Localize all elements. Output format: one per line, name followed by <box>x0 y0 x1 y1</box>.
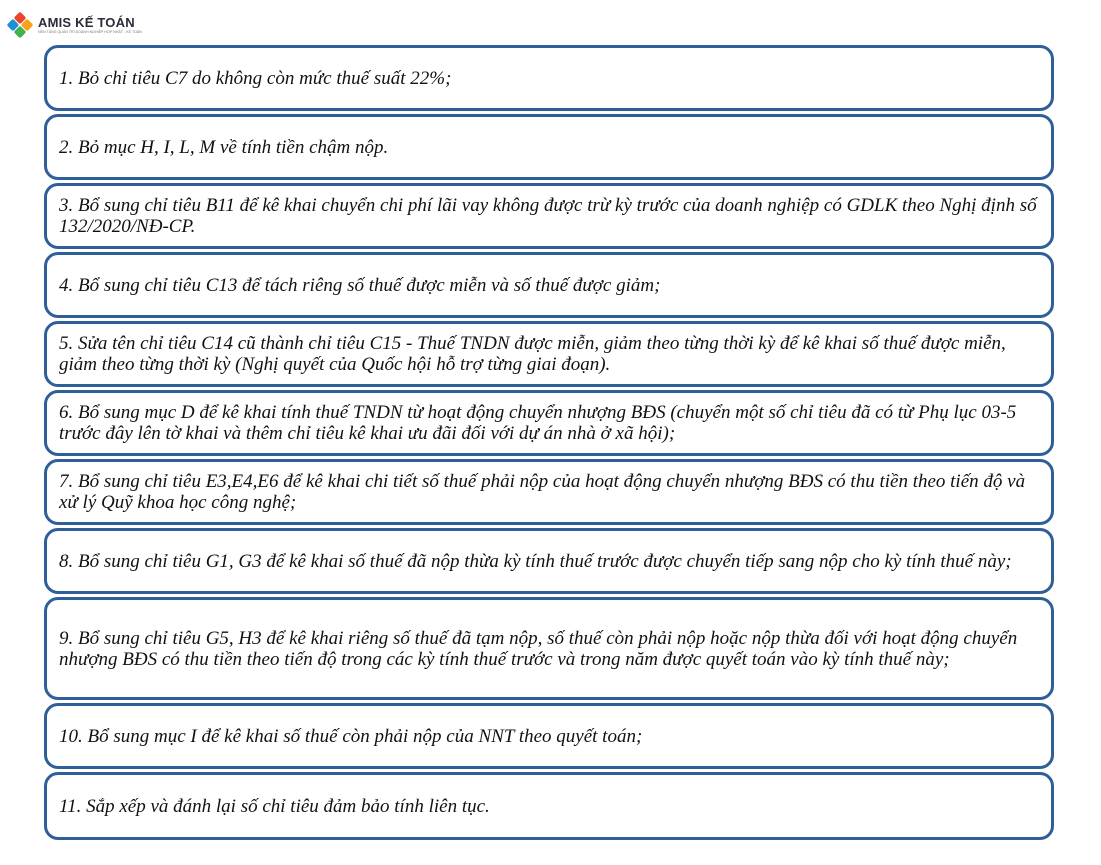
item-text: 4. Bổ sung chỉ tiêu C13 để tách riêng số thuế được miễn và số thuế được giảm; <box>59 274 661 296</box>
list-item <box>44 459 1054 525</box>
list-item <box>44 114 1054 180</box>
list-item <box>44 321 1054 387</box>
item-text: 3. Bổ sung chỉ tiêu B11 để kê khai chuyển chi phí lãi vay không được trừ kỳ trước của doanh nghiệp có GDLK theo Nghị định số 132/2020/NĐ-CP. <box>59 195 1037 237</box>
item-text: 5. Sửa tên chỉ tiêu C14 cũ thành chỉ tiêu C15 - Thuế TNDN được miễn, giảm theo từng thời kỳ để kê khai số thuế được miễn, giảm theo từng thời kỳ (Nghị quyết của Quốc hội hỗ trợ từng giai đoạn). <box>59 333 1006 375</box>
list-item <box>44 45 1054 111</box>
logo-text <box>38 16 142 35</box>
brand-logo <box>6 10 142 40</box>
amis-logo-icon <box>6 11 34 39</box>
item-text: 7. Bổ sung chỉ tiêu E3,E4,E6 để kê khai chi tiết số thuế phải nộp của hoạt động chuyển nhượng BĐS có thu tiền theo tiến độ và xử lý Quỹ khoa học công nghệ; <box>59 471 1026 513</box>
logo-tagline: NỀN TẢNG QUẢN TRỊ DOANH NGHIỆP HỢP NHẤT - KẾ TOÁN <box>38 29 142 34</box>
item-text: 9. Bổ sung chỉ tiêu G5, H3 để kê khai riêng số thuế đã tạm nộp, số thuế còn phải nộp hoặc nộp thừa đối với hoạt động chuyển nhượng BĐS có thu tiền theo tiến độ trong các kỳ tính thuế trước và trong năm được quyết toán vào kỳ tính thuế này; <box>59 627 1018 670</box>
item-text: 6. Bổ sung mục D để kê khai tính thuế TNDN từ hoạt động chuyển nhượng BĐS (chuyển một số chỉ tiêu đã có từ Phụ lục 03-5 trước đây lên tờ khai và thêm chỉ tiêu kê khai ưu đãi đối với dự án nhà ở xã hội); <box>59 402 1017 444</box>
item-text: 2. Bỏ mục H, I, L, M về tính tiền chậm nộp. <box>59 136 389 158</box>
item-text: 8. Bổ sung chỉ tiêu G1, G3 để kê khai số thuế đã nộp thừa kỳ tính thuế trước được chuyển tiếp sang nộp cho kỳ tính thuế này; <box>59 550 1012 572</box>
change-list <box>44 45 1054 843</box>
list-item <box>44 528 1054 594</box>
list-item <box>44 597 1054 700</box>
list-item <box>44 252 1054 318</box>
list-item <box>44 772 1054 840</box>
list-item <box>44 703 1054 769</box>
list-item <box>44 390 1054 456</box>
list-item <box>44 183 1054 249</box>
item-text: 10. Bổ sung mục I để kê khai số thuế còn phải nộp của NNT theo quyết toán; <box>59 725 643 747</box>
item-text: 1. Bỏ chỉ tiêu C7 do không còn mức thuế suất 22%; <box>59 67 452 89</box>
logo-title: AMIS KẾ TOÁN <box>38 14 135 30</box>
item-text: 11. Sắp xếp và đánh lại số chỉ tiêu đảm bảo tính liên tục. <box>59 795 490 817</box>
